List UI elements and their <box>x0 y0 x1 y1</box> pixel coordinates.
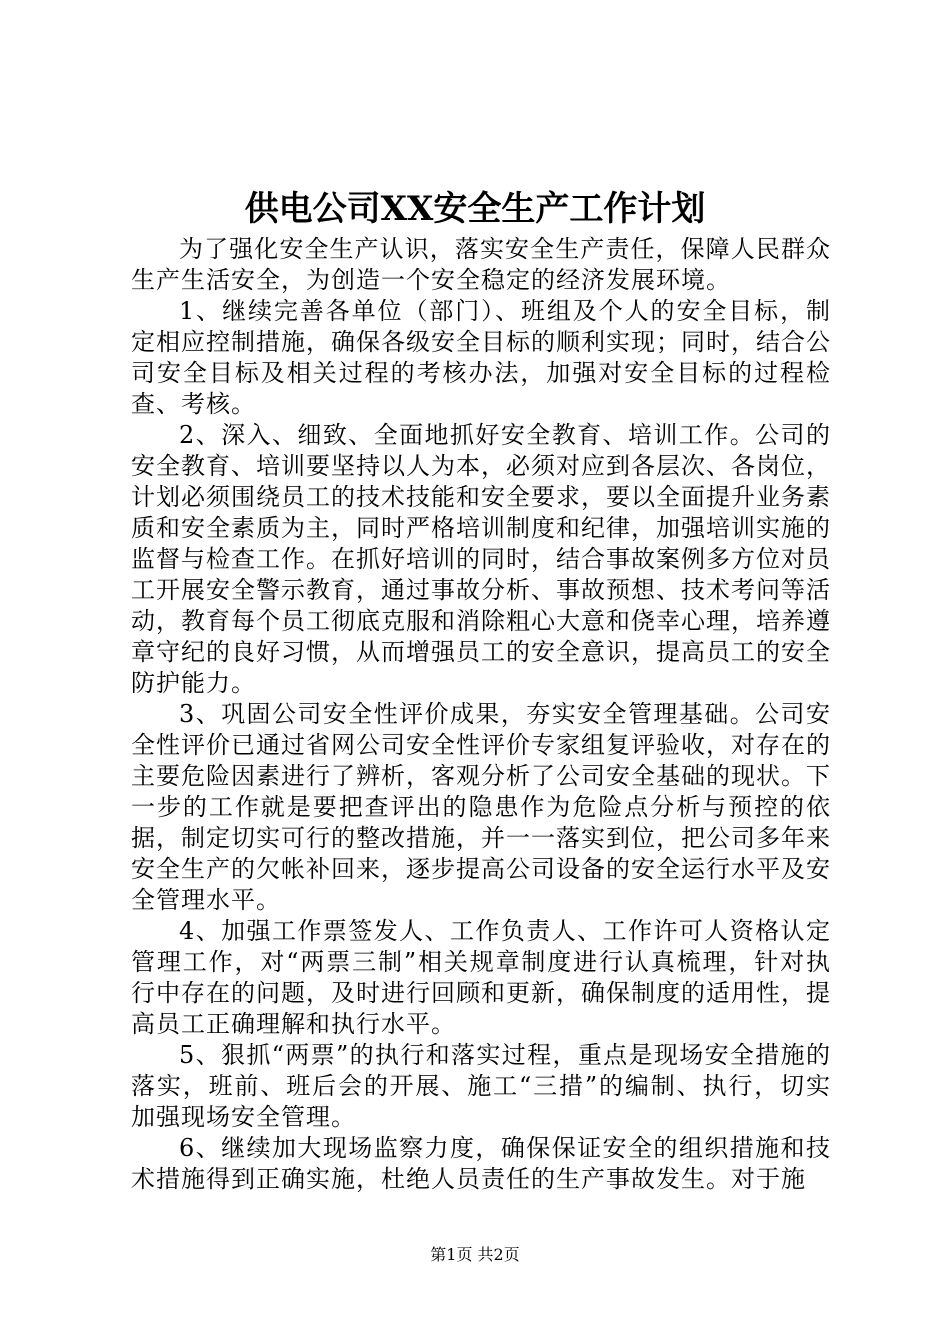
paragraph-item-1: 1、继续完善各单位（部门）、班组及个人的安全目标，制定相应控制措施，确保各级安全目标的顺利实现；同时，结合公司安全目标及相关过程的考核办法，加强对安全目标的过程检查、考核。 <box>131 297 831 418</box>
document-title: 供电公司XX安全生产工作计划 <box>244 189 706 229</box>
paragraph-item-2: 2、深入、细致、全面地抓好安全教育、培训工作。公司的安全教育、培训要坚持以人为本，必须对应到各层次、各岗位，计划必须围绕员工的技术技能和安全要求，要以全面提升业务素质和安全素质为主，同时严格培训制度和纪律，加强培训实施的监督与检查工作。在抓好培训的同时，结合事故案例多方位对员工开展安全警示教育，通过事故分析、事故预想、技术考问等活动，教育每个员工彻底克服和消除粗心大意和侥幸心理，培养遵章守纪的良好习惯，从而增强员工的安全意识，提高员工的安全防护能力。 <box>131 421 831 697</box>
page-number-footer: 第1页 共2页 <box>430 1245 520 1264</box>
document-body <box>131 234 831 1195</box>
paragraph-item-4: 4、加强工作票签发人、工作负责人、工作许可人资格认定管理工作，对“两票三制”相关规章制度进行认真梳理，针对执行中存在的问题，及时进行回顾和更新，确保制度的适用性，提高员工正确理解和执行水平。 <box>131 917 831 1038</box>
paragraph-item-6: 6、继续加大现场监察力度，确保保证安全的组织措施和技术措施得到正确实施，杜绝人员责任的生产事故发生。对于施 <box>131 1134 831 1193</box>
paragraph-intro: 为了强化安全生产认识，落实安全生产责任，保障人民群众生产生活安全，为创造一个安全稳定的经济发展环境。 <box>131 235 831 294</box>
paragraph-item-5: 5、狠抓“两票”的执行和落实过程，重点是现场安全措施的落实，班前、班后会的开展、施工“三措”的编制、执行，切实加强现场安全管理。 <box>131 1041 831 1131</box>
paragraph-item-3: 3、巩固公司安全性评价成果，夯实安全管理基础。公司安全性评价已通过省网公司安全性评价专家组复评验收，对存在的主要危险因素进行了辨析，客观分析了公司安全基础的现状。下一步的工作就是要把查评出的隐患作为危险点分析与预控的依据，制定切实可行的整改措施，并一一落实到位，把公司多年来安全生产的欠帐补回来，逐步提高公司设备的安全运行水平及安全管理水平。 <box>131 700 831 914</box>
